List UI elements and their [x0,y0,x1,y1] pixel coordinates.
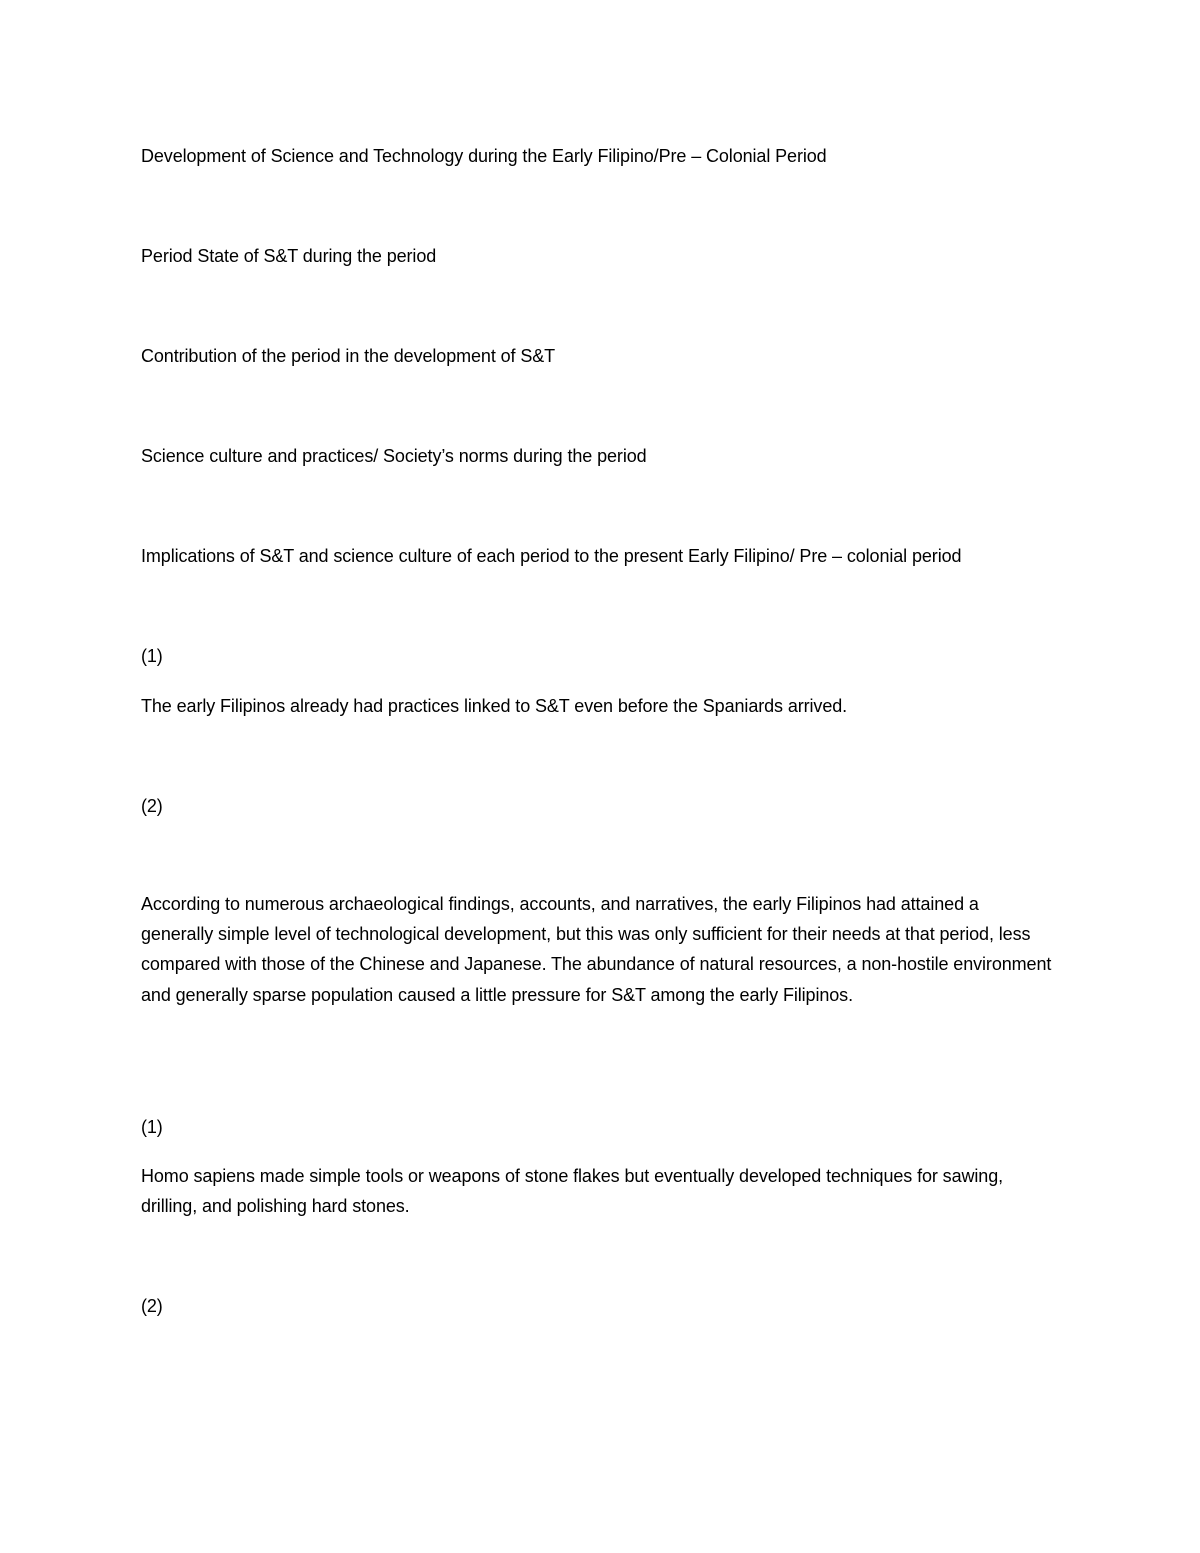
column-header-contribution: Contribution of the period in the development of S&T [141,346,556,366]
column-header-period-state: Period State of S&T during the period [141,246,437,266]
document-title: Development of Science and Technology during the Early Filipino/Pre – Colonial Period [141,146,827,166]
block-marker: (2) [141,796,163,816]
block-marker: (1) [141,1117,163,1137]
block-marker: (2) [141,1296,163,1316]
column-header-implications: Implications of S&T and science culture of each period to the present Early Filipino/ Pre – colonial period [141,546,962,566]
block-text: Homo sapiens made simple tools or weapons of stone flakes but eventually developed techniques for sawing, drilling, and polishing hard stones. [141,1166,1004,1217]
column-header-science-culture: Science culture and practices/ Society’s norms during the period [141,446,647,466]
block-marker: (1) [141,646,163,666]
block-text: According to numerous archaeological findings, accounts, and narratives, the early Filipinos had attained a generally simple level of technological development, but this was only sufficient for their needs at that period, less compared with those of the Chinese and Japanese. The abundance of natural resources, a non-hostile environment and generally sparse population caused a little pressure for S&T among the early Filipinos. [141,894,1052,1005]
block-text: The early Filipinos already had practices linked to S&T even before the Spaniards arrived. [141,696,848,716]
